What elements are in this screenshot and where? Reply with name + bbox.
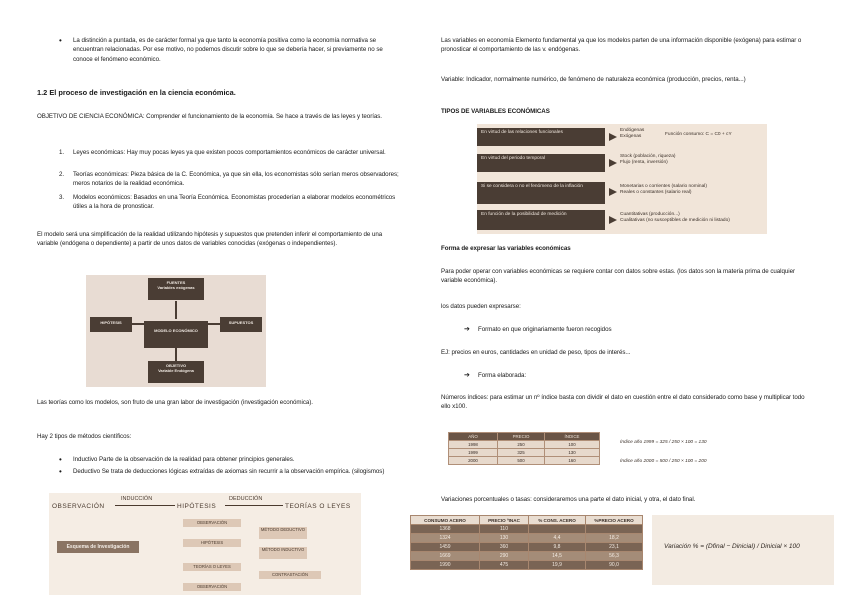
table-header: CONSUMO ACERO [411, 516, 480, 525]
example-text: EJ: precios en euros, cantidades en unidad de peso, tipos de interés... [441, 349, 631, 356]
type-row-measurement: En función de la posibilidad de medición [477, 210, 605, 230]
box-observation: OBSERVACIÓN [183, 519, 241, 527]
table-cell: 1669 [411, 552, 480, 561]
table-cell: 290 [480, 552, 529, 561]
arrow-line [115, 505, 175, 506]
table-cell: 325 [498, 449, 545, 457]
variations-table [410, 515, 643, 570]
table-row [411, 543, 643, 552]
numbered-index: 1. [59, 149, 65, 156]
format-original-text: Formato en que originariamente fueron recogidos [478, 326, 612, 333]
table-header: % CONS. ACERO [529, 516, 586, 525]
theories-label: TEORÍAS O LEYES [285, 503, 351, 510]
table-cell: 56,3 [586, 552, 643, 561]
table-cell: 1998 [449, 441, 498, 449]
index-formula-2000: Índice año 2000 = 500 / 250 × 100 = 200 [620, 459, 707, 464]
table-row [449, 449, 600, 457]
type-value: Stock (población, riqueza) [620, 154, 676, 159]
table-cell: 90,0 [586, 561, 643, 570]
table-cell: 475 [480, 561, 529, 570]
numbered-item-3 [59, 193, 403, 212]
format-original [464, 325, 808, 334]
table-cell: 160 [545, 457, 600, 465]
type-row-functional: En virtud de las relaciones funcionales [477, 128, 605, 146]
express-heading: Forma de expresar las variables económicas [441, 245, 571, 252]
table-cell: 100 [545, 441, 600, 449]
arrow-right-icon: ➔ [464, 326, 470, 333]
arrow-icon [609, 188, 617, 196]
variation-formula-panel [652, 515, 834, 585]
type-value: Reales o constantes (salario real) [620, 190, 692, 195]
table-cell: 23,1 [586, 543, 643, 552]
table-cell: 500 [498, 457, 545, 465]
numbered-item-2 [59, 170, 403, 189]
diagram-box-supuestos: SUPUESTOS [220, 317, 262, 332]
table-cell: 4,4 [529, 534, 586, 543]
table-cell: 1459 [411, 543, 480, 552]
induction-label: INDUCCIÓN [121, 496, 153, 502]
type-values [620, 184, 707, 196]
connector-line [132, 323, 144, 325]
box-theories: TEORÍAS O LEYES [183, 563, 241, 571]
index-formula-1999: Índice año 1999 = 325 / 250 × 100 = 130 [620, 440, 707, 445]
table-cell: 18,2 [586, 534, 643, 543]
schema-title: Esquema de Investigación [57, 541, 139, 553]
format-elaborated [464, 371, 808, 380]
diagram-box-objetivo [148, 361, 204, 383]
numbered-index: 2. [59, 171, 65, 178]
types-heading: TIPOS DE VARIABLES ECONÓMICAS [441, 108, 550, 115]
table-header: PRECIO [498, 433, 545, 441]
table-header: PRECIO ºINAC [480, 516, 529, 525]
objective-paragraph: OBJETIVO DE CIENCIA ECONÓMICA: Comprender el funcionamiento de la economía. Se hace a través de las leyes y teorías. [37, 113, 382, 120]
table-cell: 2000 [449, 457, 498, 465]
numbered-text: Teorías económicas: Pieza básica de la C. Económica, ya que sin ella, los economistas sólo serían meros observadores; meros notarios de la realidad económica. [73, 171, 399, 188]
theories-paragraph: Las teorías como los modelos, son fruto de una gran labor de investigación (investigación económica). [37, 399, 313, 406]
table-cell: 130 [480, 534, 529, 543]
table-cell: 110 [480, 525, 529, 534]
box-deductive-method: MÉTODO DEDUCTIVO [259, 527, 307, 539]
diagram-box-label: OBJETIVO Variable Endógena [158, 363, 194, 373]
connector-line [208, 323, 220, 325]
model-paragraph: El modelo será una simplificación de la realidad utilizando hipótesis y supuestos que pretenden inferir el comportamiento de una variable (endógena o dependiente) a partir de unos datos de variables conocidas (exógenas o independientes). [37, 231, 383, 248]
diagram-box-fuentes [148, 278, 204, 300]
variables-intro: Las variables en economía Elemento fundamental ya que los modelos parten de una información disponible (exógena) para estimar o pronosticar el comportamiento de las v. endógenas. [441, 37, 802, 54]
connector-line [175, 343, 177, 361]
variations-paragraph: Variaciones porcentuales o tasas: consideraremos una parte el dato inicial, y otra, el dato final. [441, 496, 696, 503]
table-row [411, 534, 643, 543]
table-cell: 130 [545, 449, 600, 457]
table-header: ÍNDICE [545, 433, 600, 441]
type-value: Monetarias o corrientes (salario nominal) [620, 184, 707, 189]
table-cell [529, 525, 586, 534]
table-cell [586, 525, 643, 534]
observation-label: OBSERVACIÓN [52, 503, 105, 510]
box-hypothesis: HIPÓTESIS [183, 539, 241, 547]
express-paragraph: Para poder operar con variables económicas se requiere contar con datos sobre estas. (los datos son la materia prima de cualquier variable económica). [441, 268, 795, 285]
table-cell: 1990 [411, 561, 480, 570]
research-diagram [49, 493, 361, 595]
diagram-box-hipotesis: HIPÓTESIS [90, 317, 132, 332]
methods-intro: Hay 2 tipos de métodos científicos: [37, 433, 132, 440]
variation-formula: Variación % = (Dfinal − Dinicial) / Dinicial × 100 [664, 543, 800, 550]
table-row [411, 525, 643, 534]
arrow-icon [609, 133, 617, 141]
method-deductive: • Deductivo Se trata de deducciones lógicas extraídas de axiomas sin recurrir a la observación empírica. (silogismos) [73, 467, 403, 476]
table-cell: 1368 [411, 525, 480, 534]
table-row [411, 561, 643, 570]
connector-line [175, 301, 177, 319]
table-row [411, 552, 643, 561]
table-row [449, 457, 600, 465]
table-header: %PRECIO ACERO [586, 516, 643, 525]
arrow-icon [609, 159, 617, 167]
numbered-text: Leyes económicas: Hay muy pocas leyes ya que existen pocos comportamientos económicos de carácter universal. [73, 149, 386, 156]
table-cell: 1999 [449, 449, 498, 457]
method-inductive: • Inductivo Parte de la observación de la realidad para obtener principios generales. [73, 455, 403, 464]
numbered-text: Modelos económicos: Basados en una Teoría Económica. Economistas procederían a elaborar modelos econométricos útiles a la hora de pronosticar. [73, 194, 396, 211]
type-value: Flujo (renta, inversión) [620, 160, 668, 165]
model-diagram [86, 275, 266, 387]
intro-bullet: • La distinción a puntada, es de carácter formal ya que tanto la economía positiva como la economía normativa se encuentran relacionadas. Por ese motivo, no podemos discutir sobre lo que se debería hacer, si previamente no se conoce el fenómeno económico. [73, 36, 403, 64]
type-values [620, 128, 644, 140]
data-intro: los datos pueden expresarse: [441, 303, 521, 310]
type-row-inflation: Si se considera o no el fenómeno de la inflación [477, 182, 605, 204]
index-table [448, 432, 600, 465]
arrow-right-icon: ➔ [464, 372, 470, 379]
variable-types-diagram [477, 124, 767, 234]
box-contrastation: CONTRASTACIÓN [259, 571, 321, 579]
arrow-line [225, 505, 283, 506]
type-values [620, 154, 675, 166]
table-cell: 250 [498, 441, 545, 449]
format-elaborated-text: Forma elaborada: [478, 372, 527, 379]
type-value: Endógenas [620, 128, 645, 133]
table-cell: 1324 [411, 534, 480, 543]
type-value: Cuantitativas (producción...) [620, 212, 680, 217]
diagram-box-label: FUENTES Variables exógenas [157, 280, 195, 290]
type-value: Cualitativas (no susceptibles de medición ni listado) [620, 218, 730, 223]
numbered-item-1 [59, 148, 403, 157]
box-observation-2: OBSERVACIÓN [183, 583, 241, 591]
box-inductive-method: MÉTODO INDUCTIVO [259, 547, 307, 559]
table-row [449, 441, 600, 449]
hypothesis-label: HIPÓTESIS [177, 503, 217, 510]
numbered-index: 3. [59, 194, 65, 201]
consumption-formula: Función consumo: C = C0 + cY [665, 132, 732, 137]
type-values [620, 212, 730, 224]
table-header: AÑO [449, 433, 498, 441]
table-cell: 360 [480, 543, 529, 552]
table-cell: 9,8 [529, 543, 586, 552]
diagram-box-modelo: MODELO ECONÓMICO [144, 321, 208, 348]
table-cell: 14,5 [529, 552, 586, 561]
deduction-label: DEDUCCIÓN [229, 496, 263, 502]
variable-definition: Variable: Indicador, normalmente numérico, de fenómeno de naturaleza económica (producción, precios, renta...) [441, 76, 746, 83]
type-value: Exógenas [620, 134, 642, 139]
section-heading: 1.2 El proceso de investigación en la ciencia económica. [37, 88, 236, 97]
index-paragraph: Números índices: para estimar un nº índice basta con dividir el dato en cuestión entre el dato considerado como base y multiplicar todo ello x100. [441, 394, 805, 411]
arrow-icon [609, 216, 617, 224]
table-cell: 19,9 [529, 561, 586, 570]
type-row-temporal: En virtud del periodo temporal [477, 154, 605, 172]
